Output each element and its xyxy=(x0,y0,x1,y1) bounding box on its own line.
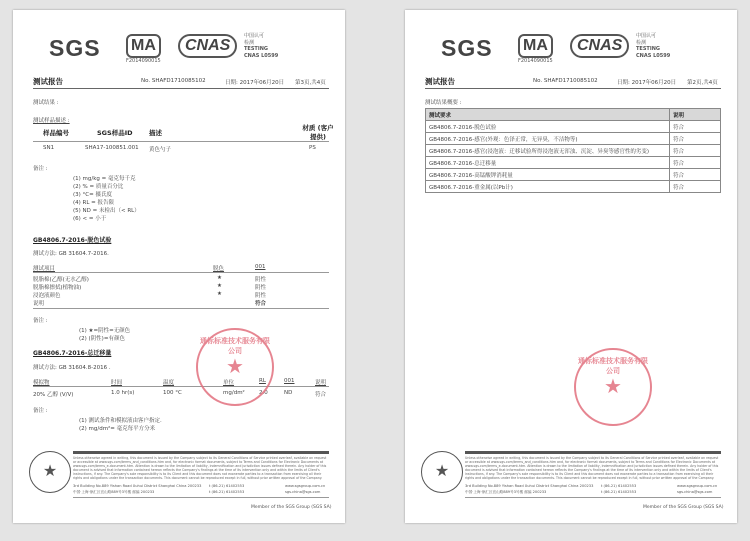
sample-desc: 黄色勺子 xyxy=(149,147,172,153)
note-3: (3) °C= 摄氏度 xyxy=(73,192,112,198)
table-row xyxy=(426,145,721,157)
t2-col-unit: 单位 xyxy=(223,380,235,386)
report-page-3 xyxy=(13,10,345,523)
table-row xyxy=(426,157,721,169)
sgs-logo: SGS xyxy=(441,35,493,61)
company-seal xyxy=(421,451,463,493)
cnas-number: CNAS L0599 xyxy=(244,53,279,59)
t1-row4-item: 说明 xyxy=(33,301,45,307)
t2-col-remark: 说明 xyxy=(315,380,327,386)
t2-time: 1.0 hr(s) xyxy=(111,390,135,396)
phone-1: t (86-21) 61402553 xyxy=(601,484,637,488)
company-seal xyxy=(29,451,71,493)
address-en: 3rd Building No.889 Yishan Road Xuhui District Shanghai China 200233 xyxy=(465,484,594,488)
website: www.sgsgroup.com.cn xyxy=(677,484,718,488)
remark-label: 备注 : xyxy=(33,166,48,172)
terms-fine-print: Unless otherwise agreed in writing, this document is issued by the Company subject to its General Conditions of Service printed overleaf, available on request or accessible at www.sgs.com/terms_and_conditions.htm and, for electronic format documents, subject to Terms and Conditions for Electronic Documents at www.sgs.com/terms_e-document.htm. Attention is drawn to the limitation of liability, indemnification and jurisdiction issues defined therein. Any holder of this document is advised that information contained hereon reflects the Company's findings at the time of its intervention only and within the limits of Client's instructions, if any. The Company's sole responsibility is to its Client and this document does not exonerate parties to a transaction from exercising all their rights and obligations under the transaction documents. This document cannot be reproduced except in full, without prior written approval of the Company. xyxy=(465,456,719,480)
stamp-text: 通标标准技术服务有限公司 xyxy=(200,337,270,355)
cnas-testing: TESTING xyxy=(244,46,268,52)
report-number: No. SHAFD1710085102 xyxy=(533,78,598,84)
t1-col-001: 001 xyxy=(255,264,266,270)
note-5: (5) ND = 未检出（< RL） xyxy=(73,208,140,214)
table-row xyxy=(426,169,721,181)
remark3-label: 备注 : xyxy=(33,408,48,414)
t2-col-rl: RL xyxy=(259,378,266,384)
email: sgs.china@sgs.com xyxy=(285,490,321,494)
t1-col-item: 测试项目 xyxy=(33,266,56,272)
sgs-logo: SGS xyxy=(49,35,101,61)
sample-col-id: SGS样品ID xyxy=(97,129,133,137)
address-en: 3rd Building No.889 Yishan Road Xuhui District Shanghai China 200233 xyxy=(73,484,202,488)
table-row xyxy=(426,121,721,133)
col-remark: 说明 xyxy=(670,109,721,121)
star-icon: ★ xyxy=(226,354,244,378)
t2-temp: 100 °C xyxy=(163,390,182,396)
company-stamp xyxy=(196,328,274,406)
report-page-2 xyxy=(405,10,737,523)
page-number: 第2页,共4页 xyxy=(687,80,718,86)
note3-1: (1) 测试条件和模拟液由客户指定. xyxy=(79,418,162,424)
row-remark: 符合 xyxy=(670,157,721,169)
note-2: (2) % = 质量百分比 xyxy=(73,184,124,190)
t2-col-temp: 温度 xyxy=(163,380,175,386)
report-date: 日期: 2017年06月20日 xyxy=(225,80,285,86)
row-remark: 符合 xyxy=(670,181,721,193)
note-4: (4) RL = 报告限 xyxy=(73,200,115,206)
method-decolor: 测试方法: GB 31604.7-2016. xyxy=(33,251,109,257)
sample-material: PS xyxy=(309,145,316,151)
t1-row2-mark: ★ xyxy=(217,283,222,289)
ma-logo: MA xyxy=(518,34,553,58)
t1-row2-item: 脱脂棉擦拭(植物油) xyxy=(33,285,82,291)
t1-col-decolor: 脱色 xyxy=(213,266,225,272)
ma-logo: MA xyxy=(126,34,161,58)
phone-2: t (86-21) 61402553 xyxy=(601,490,637,494)
t1-row3-mark: ★ xyxy=(217,291,222,297)
cnas-zh2: 检测 xyxy=(636,40,647,46)
cnas-logo: CNAS xyxy=(570,34,629,58)
phone-2: t (86-21) 61402553 xyxy=(209,490,245,494)
t2-unit: mg/dm² xyxy=(223,390,245,396)
stamp-text: 通标标准技术服务有限公司 xyxy=(578,357,648,375)
row-remark: 符合 xyxy=(670,145,721,157)
member-note: Member of the SGS Group (SGS SA) xyxy=(643,505,724,510)
note2-1: (1) ★=阴性=无颜色 xyxy=(79,328,131,334)
sample-id: SHA17-100851.001 xyxy=(85,145,139,151)
note3-2: (2) mg/dm²= 毫克每平方分米 xyxy=(79,426,156,432)
summary-label: 测试结果概要 : xyxy=(425,100,462,106)
method-migration: 测试方法: GB 31604.8-2016 . xyxy=(33,365,111,371)
t2-result: ND xyxy=(284,390,293,396)
row-requirement: GB4806.7-2016-重金属(以Pb计) xyxy=(426,181,670,193)
t2-remark: 符合 xyxy=(315,392,327,398)
cnas-number: CNAS L0599 xyxy=(636,53,671,59)
row-remark: 符合 xyxy=(670,121,721,133)
section-decolor: GB4806.7-2016-脱色试验 xyxy=(33,237,112,244)
t2-sim: 20% 乙醇 (V/V) xyxy=(33,392,74,398)
remark2-label: 备注 : xyxy=(33,318,48,324)
report-date: 日期: 2017年06月20日 xyxy=(617,80,677,86)
note-6: (6) < = 小于 xyxy=(73,216,107,222)
row-requirement: GB4806.7-2016-感官(外观：色泽正常，无异臭，不洁物等) xyxy=(426,133,670,145)
table-row xyxy=(426,181,721,193)
t1-row3-item: 浸泡液颜色 xyxy=(33,293,61,299)
terms-fine-print: Unless otherwise agreed in writing, this document is issued by the Company subject to its General Conditions of Service printed overleaf, available on request or accessible at www.sgs.com/terms_and_conditions.htm and, for electronic format documents, subject to Terms and Conditions for Electronic Documents at www.sgs.com/terms_e-document.htm. Attention is drawn to the limitation of liability, indemnification and jurisdiction issues defined therein. Any holder of this document is advised that information contained hereon reflects the Company's findings at the time of its intervention only and within the limits of Client's instructions, if any. The Company's sole responsibility is to its Client and this document does not exonerate parties to a transaction from exercising all their rights and obligations under the transaction documents. This document cannot be reproduced except in full, without prior written approval of the Company. xyxy=(73,456,327,480)
t1-row1-mark: ★ xyxy=(217,275,222,281)
star-icon: ★ xyxy=(42,461,58,480)
table-row xyxy=(426,133,721,145)
row-remark: 符合 xyxy=(670,169,721,181)
cnas-logo: CNAS xyxy=(178,34,237,58)
table-header xyxy=(426,109,721,121)
cnas-zh1: 中国认可 xyxy=(636,33,657,39)
row-remark: 符合 xyxy=(670,133,721,145)
company-stamp xyxy=(574,348,652,426)
cnas-zh2: 检测 xyxy=(244,40,255,46)
address-zh: 中国·上海·徐汇区宜山路889号3号楼 邮编 200233 xyxy=(73,490,155,494)
note2-2: (2) (阴性)=有颜色 xyxy=(79,336,125,342)
t1-row4-result: 符合 xyxy=(255,301,267,307)
row-requirement: GB4806.7-2016-脱色试验 xyxy=(426,121,670,133)
cnas-testing: TESTING xyxy=(636,46,660,52)
row-requirement: GB4806.7-2016-总迁移量 xyxy=(426,157,670,169)
result-label: 测试结果 : xyxy=(33,100,59,106)
sample-no: SN1 xyxy=(43,145,55,151)
report-title: 测试报告 xyxy=(33,77,63,86)
address-zh: 中国·上海·徐汇区宜山路889号3号楼 邮编 200233 xyxy=(465,490,547,494)
t1-row1-result: 阴性 xyxy=(255,277,267,283)
phone-1: t (86-21) 61402553 xyxy=(209,484,245,488)
t2-col-sim: 模拟物 xyxy=(33,380,50,386)
t1-row1-item: 脱脂棉(乙醇(无水乙醇) xyxy=(33,277,89,283)
row-requirement: GB4806.7-2016-感官(浸泡液：迁移试验所得浸泡液无浑浊、沉淀、异臭等感官性的劣变) xyxy=(426,145,670,157)
col-requirement: 测试要求 xyxy=(426,109,670,121)
sample-col-no: 样品编号 xyxy=(43,129,69,137)
report-number: No. SHAFD1710085102 xyxy=(141,78,206,84)
section-migration: GB4806.7-2016-总迁移量 xyxy=(33,350,112,357)
sample-col-material: 材质 (客户提供) xyxy=(302,124,334,141)
row-requirement: GB4806.7-2016-高锰酸钾消耗量 xyxy=(426,169,670,181)
t2-col-time: 时间 xyxy=(111,380,123,386)
sample-desc-label: 测试样品描述 : xyxy=(33,118,70,124)
member-note: Member of the SGS Group (SGS SA) xyxy=(251,505,332,510)
ma-cert-number: F2014090015 xyxy=(126,58,161,64)
t1-row3-result: 阴性 xyxy=(255,293,267,299)
website: www.sgsgroup.com.cn xyxy=(285,484,326,488)
sample-col-desc: 描述 xyxy=(149,129,162,137)
email: sgs.china@sgs.com xyxy=(677,490,713,494)
ma-cert-number: F2014090015 xyxy=(518,58,553,64)
summary-table xyxy=(425,108,721,193)
star-icon: ★ xyxy=(604,374,622,398)
t2-col-001: 001 xyxy=(284,378,295,384)
t2-rl: 2.0 xyxy=(259,390,268,396)
page-number: 第3页,共4页 xyxy=(295,80,326,86)
t1-row2-result: 阴性 xyxy=(255,285,267,291)
report-title: 测试报告 xyxy=(425,77,455,86)
star-icon: ★ xyxy=(434,461,450,480)
cnas-zh1: 中国认可 xyxy=(244,33,265,39)
note-1: (1) mg/kg = 毫克每千克 xyxy=(73,176,136,182)
